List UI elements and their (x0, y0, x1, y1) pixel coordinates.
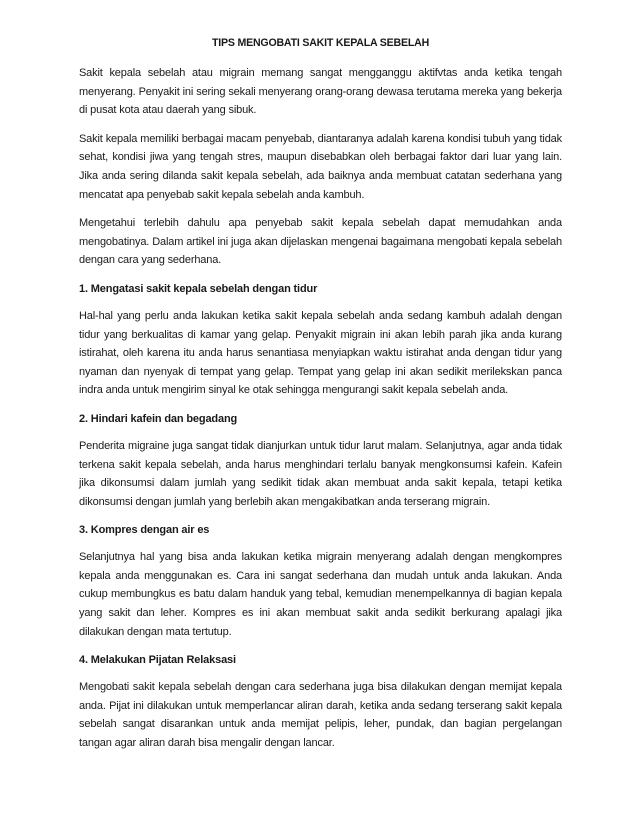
section-heading-1: 1. Mengatasi sakit kepala sebelah dengan tidur (79, 282, 318, 295)
intro-paragraph-3: Mengetahui terlebih dahulu apa penyebab sakit kepala sebelah dapat memudahkan anda mengobatinya. Dalam artikel ini juga akan dijelaskan mengenai bagaimana mengobati kepala sebelah dengan cara yang sederhana. (79, 217, 562, 267)
intro-paragraph-2: Sakit kepala memiliki berbagai macam penyebab, diantaranya adalah karena kondisi tubuh yang tidak sehat, kondisi jiwa yang tengah stres, maupun disebabkan oleh berbagai faktor dari luar yang lain. Jika anda sering dilanda sakit kepala sebelah, ada baiknya anda membuat catatan sederhana yang mencatat apa penyebab sakit kepala sebelah anda kambuh. (79, 132, 562, 201)
section-body-3: Selanjutnya hal yang bisa anda lakukan ketika migrain menyerang adalah dengan mengkompres kepala anda menggunakan es. Cara ini sangat sederhana dan mudah untuk anda lakukan. Anda cukup membungkus es batu dalam handuk yang tebal, kemudian menempelkannya di bagian kepala yang sakit dan leher. Kompres es ini akan membuat sakit anda sedikit berkurang apalagi jika dilakukan dengan mata tertutup. (79, 551, 562, 638)
section-body-1: Hal-hal yang perlu anda lakukan ketika sakit kepala sebelah anda sedang kambuh adalah dengan tidur yang berkualitas di kamar yang gelap. Penyakit migrain ini akan lebih parah jika anda kurang istirahat, oleh karena itu anda harus senantiasa menyiapkan waktu istirahat anda dengan tidur yang nyaman dan nyenyak di tempat yang gelap. Tempat yang gelap ini akan sedikit merilekskan panca indra anda untuk mengirim sinyal ke otak sehingga mengurangi sakit kepala sebelah anda. (79, 309, 562, 397)
section-heading-3: 3. Kompres dengan air es (79, 524, 210, 537)
section-body-2: Penderita migraine juga sangat tidak dianjurkan untuk tidur larut malam. Selanjutnya, agar anda tidak terkena sakit kepala sebelah, anda harus menghindari terlalu banyak mengkonsumsi kafein. Kafein jika dikonsumsi dalam jumlah yang sedikit tidak akan membuat anda sakit kepala, tetapi ketika dikonsumsi dengan jumlah yang berlebih akan mengakibatkan anda terserang migrain. (79, 439, 562, 508)
section-heading-4: 4. Melakukan Pijatan Relaksasi (79, 654, 236, 667)
intro-paragraph-1: Sakit kepala sebelah atau migrain memang sangat mengganggu aktifvtas anda ketika tengah menyerang. Penyakit ini sering sekali menyerang orang-orang dewasa terutama mereka yang bekerja di pusat kota atau daerah yang sibuk. (79, 67, 562, 117)
section-body-4: Mengobati sakit kepala sebelah dengan cara sederhana juga bisa dilakukan dengan memijat kepala anda. Pijat ini dilakukan untuk memperlancar aliran darah, ketika anda sedang terserang sakit kepala sebelah sangat disarankan untuk anda memijat pelipis, leher, pundak, dan bagian pergelangan tangan agar aliran darah bisa mengalir dengan lancar. (79, 681, 562, 750)
document-title: TIPS MENGOBATI SAKIT KEPALA SEBELAH (211, 37, 430, 49)
section-heading-2: 2. Hindari kafein dan begadang (79, 412, 238, 425)
document-page (79, 34, 562, 763)
